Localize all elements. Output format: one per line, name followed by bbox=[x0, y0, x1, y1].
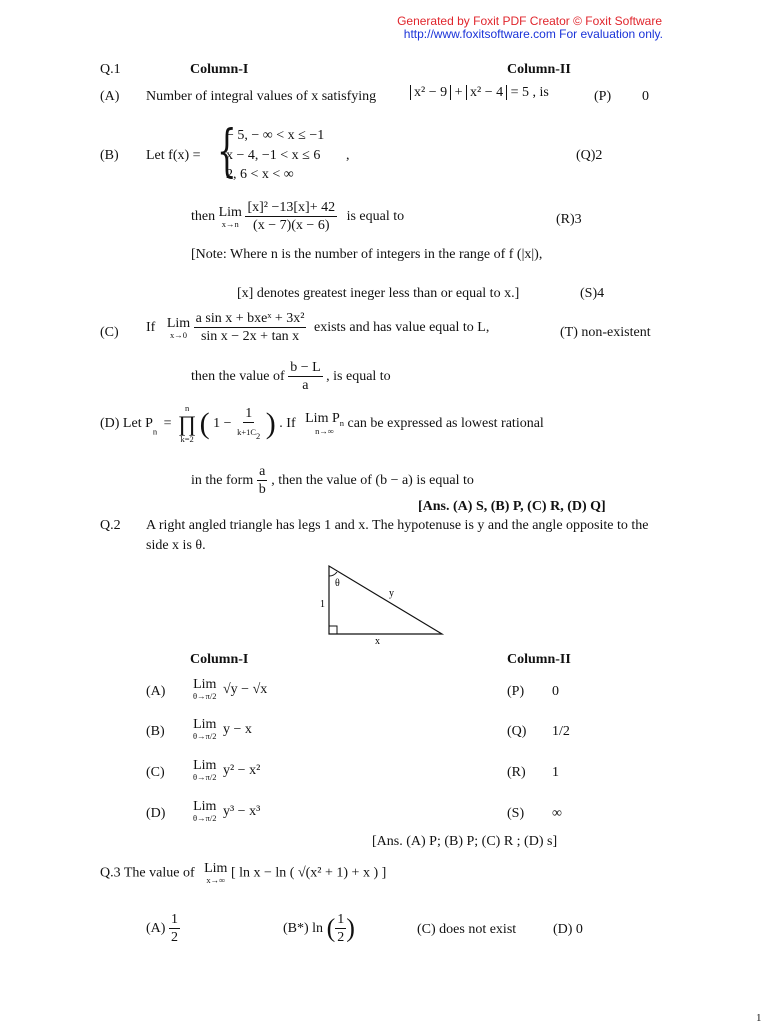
q2-column-1-header: Column-I bbox=[190, 652, 249, 667]
d-p-subscript: n bbox=[152, 426, 158, 437]
q1-c-then bbox=[191, 360, 391, 394]
then-word: then bbox=[191, 209, 216, 225]
option-p-value: 0 bbox=[642, 89, 649, 104]
limit-operator bbox=[193, 800, 216, 823]
d-then-value: , then the value of (b − a) is equal to bbox=[271, 473, 474, 489]
q2-row-value: ∞ bbox=[552, 806, 562, 821]
q3-option-c[interactable]: (C) does not exist bbox=[417, 922, 517, 937]
limit-expression: y² − x² bbox=[222, 762, 261, 778]
option-label: (B*) ln bbox=[283, 921, 324, 937]
q2-row-option: (P) bbox=[507, 684, 525, 699]
lim-word: Lim bbox=[193, 677, 217, 692]
fraction-denominator: 2 bbox=[170, 930, 178, 946]
limit-expression: y³ − x³ bbox=[222, 803, 261, 819]
option-t: (T) non-existent bbox=[560, 325, 651, 340]
is-equal-to: is equal to bbox=[346, 209, 405, 225]
fraction-numerator: 1 bbox=[243, 406, 254, 423]
q1-b-label: (B) bbox=[100, 148, 119, 163]
q2-number: Q.2 bbox=[100, 518, 121, 533]
if-word: If bbox=[146, 320, 156, 336]
q2-row-label: (B) bbox=[146, 724, 165, 739]
q3-option-b[interactable]: (B*) ln ( $\frac{1}{2}$ ) bbox=[283, 912, 355, 946]
lim-word: Lim bbox=[204, 861, 228, 876]
q2-row-option: (S) bbox=[507, 806, 525, 821]
option-p-label: (P) bbox=[594, 89, 612, 104]
q1-number: Q.1 bbox=[100, 62, 121, 77]
theta-arc bbox=[329, 572, 337, 576]
abs-term-1: x² − 9 bbox=[410, 85, 451, 100]
theta-label: θ bbox=[335, 578, 340, 589]
q2-row-value: 1/2 bbox=[552, 724, 570, 739]
lim-subscript: θ→π/2 bbox=[193, 772, 217, 782]
page-number: 1 bbox=[756, 1012, 762, 1024]
abs-term-2: x² − 4 bbox=[466, 85, 507, 100]
is-equal-to: , is equal to bbox=[326, 369, 391, 385]
limit-operator bbox=[193, 718, 216, 741]
q1-c-expression bbox=[146, 311, 489, 345]
lim-word: Lim bbox=[166, 315, 191, 331]
note-line-2: [x] denotes greatest ineger less than or equal to x.] bbox=[237, 286, 520, 301]
q2-text-line-1: A right angled triangle has legs 1 and x. The hypotenuse is y and the angle opposite to the bbox=[146, 518, 649, 533]
q3-option-a[interactable] bbox=[146, 912, 180, 946]
in-the-form: in the form bbox=[191, 473, 254, 489]
limit-operator bbox=[219, 206, 242, 229]
q2-row-expression bbox=[193, 678, 267, 701]
q2-row-expression bbox=[193, 800, 260, 823]
fraction-numerator: [x]² −13[x]+ 42 bbox=[245, 200, 337, 217]
right-triangle-diagram bbox=[318, 560, 453, 650]
one-half-fraction bbox=[169, 912, 180, 946]
q1-c-label: (C) bbox=[100, 325, 119, 340]
q2-row-value: 0 bbox=[552, 684, 559, 699]
fraction-denominator: b bbox=[258, 482, 266, 498]
q1-a-text: Number of integral values of x satisfying bbox=[146, 89, 377, 104]
a-over-b bbox=[257, 464, 268, 498]
limit-expression: y − x bbox=[222, 721, 252, 737]
product-operator bbox=[178, 404, 196, 443]
lim-subscript: θ→π/2 bbox=[193, 813, 217, 823]
lim-subscript: x→n bbox=[221, 218, 239, 229]
q1-a-label: (A) bbox=[100, 89, 120, 104]
q2-row-label: (C) bbox=[146, 765, 165, 780]
q2-row-option: (R) bbox=[507, 765, 526, 780]
q3-expression: [ ln x − ln ( √(x² + 1) + x ) ] bbox=[230, 865, 387, 881]
watermark-line1: Generated by Foxit PDF Creator © Foxit Software bbox=[397, 14, 662, 28]
q2-row-option: (Q) bbox=[507, 724, 527, 739]
product-symbol: ∏ bbox=[178, 410, 197, 436]
lim-word: Lim $P_n$ bbox=[305, 410, 344, 428]
option-label: (A) bbox=[146, 921, 166, 937]
lim-subscript: n→∞ bbox=[315, 425, 334, 436]
piecewise-case-1: − 5, − ∞ < x ≤ −1 bbox=[226, 128, 325, 143]
fraction-denominator: sin x − 2x + tan x bbox=[200, 329, 300, 345]
q1-d-form bbox=[191, 464, 474, 498]
d-equals: = bbox=[163, 415, 172, 431]
d-one-minus: 1 − bbox=[213, 415, 232, 431]
q1-column-2-header: Column-II bbox=[507, 62, 571, 77]
right-angle-marker bbox=[329, 626, 337, 634]
plus-sign: + bbox=[454, 85, 463, 100]
equals-five: = 5 , is bbox=[510, 85, 549, 100]
limit-operator bbox=[193, 759, 216, 782]
product-upper: n bbox=[184, 403, 190, 413]
q2-row-expression bbox=[193, 759, 260, 782]
fraction-denominator: a bbox=[302, 378, 309, 394]
limit-fraction bbox=[245, 200, 337, 234]
product-lower: k=2 bbox=[180, 433, 194, 444]
fraction-numerator: a bbox=[257, 464, 267, 481]
q2-row-label: (A) bbox=[146, 684, 166, 699]
q2-row-expression bbox=[193, 718, 252, 741]
fraction-numerator: 1 bbox=[169, 912, 180, 929]
q3-option-d[interactable]: (D) 0 bbox=[553, 922, 583, 937]
limit-operator bbox=[204, 862, 227, 885]
q1-column-1-header: Column-I bbox=[190, 62, 249, 77]
fraction-numerator: 1 bbox=[335, 912, 346, 929]
q2-column-2-header: Column-II bbox=[507, 652, 571, 667]
one-half-fraction bbox=[335, 912, 346, 946]
c-condition: exists and has value equal to L, bbox=[313, 320, 490, 336]
watermark-line2[interactable]: http://www.foxitsoftware.com For evaluation only. bbox=[403, 27, 663, 41]
piecewise-case-3: 2, 6 < x < ∞ bbox=[226, 167, 294, 182]
q2-answer: [Ans. (A) P; (B) P; (C) R ; (D) s] bbox=[372, 834, 558, 849]
q2-row-value: 1 bbox=[552, 765, 559, 780]
lim-word: Lim bbox=[193, 799, 217, 814]
lim-subscript: θ→π/2 bbox=[193, 731, 217, 741]
d-condition: can be expressed as lowest rational bbox=[347, 415, 544, 431]
q1-a-equation bbox=[410, 85, 549, 100]
q2-row-label: (D) bbox=[146, 806, 166, 821]
then-value-of: then the value of bbox=[191, 369, 285, 385]
b-minus-l-over-a bbox=[288, 360, 322, 394]
limit-operator bbox=[167, 317, 190, 340]
limit-operator bbox=[305, 412, 344, 436]
option-s: (S)4 bbox=[580, 286, 605, 301]
vertical-leg-label: 1 bbox=[320, 599, 325, 610]
fraction-numerator: a sin x + bxeˣ + 3x² bbox=[194, 311, 307, 328]
limit-fraction bbox=[194, 311, 307, 345]
lim-subscript: x→0 bbox=[170, 329, 187, 340]
fraction-denominator bbox=[235, 423, 262, 441]
d-let-p: (D) Let P bbox=[100, 415, 153, 431]
fraction-numerator: b − L bbox=[288, 360, 322, 377]
fraction-denominator: (x − 7)(x − 6) bbox=[253, 218, 330, 234]
lim-word: Lim bbox=[193, 758, 217, 773]
comb-base: k+1C bbox=[237, 427, 257, 438]
q3-text: Q.3 The value of bbox=[100, 865, 195, 881]
d-fraction bbox=[235, 406, 262, 442]
d-if: . If bbox=[279, 415, 296, 431]
fraction-denominator: 2 bbox=[337, 930, 345, 946]
q3-question bbox=[100, 862, 386, 885]
left-brace: { bbox=[217, 119, 237, 184]
triangle-shape bbox=[329, 566, 442, 634]
comb-subscript: 2 bbox=[256, 430, 261, 441]
hypotenuse-label: y bbox=[389, 588, 394, 599]
horizontal-leg-label: x bbox=[375, 636, 380, 647]
q2-text-line-2: side x is θ. bbox=[146, 538, 206, 553]
note-line-1: [Note: Where n is the number of integers in the range of f (|x|), bbox=[191, 247, 543, 262]
q1-b-let: Let f(x) = bbox=[146, 148, 201, 163]
lim-subscript: θ→π/2 bbox=[193, 691, 217, 701]
lim-subscript: x→∞ bbox=[206, 875, 226, 885]
q1-b-then bbox=[191, 200, 404, 234]
lim-word: Lim bbox=[218, 204, 242, 220]
piecewise-case-2: x − 4, −1 < x ≤ 6 bbox=[226, 148, 321, 163]
piecewise-comma: , bbox=[346, 148, 350, 163]
q1-answer: [Ans. (A) S, (B) P, (C) R, (D) Q] bbox=[418, 499, 606, 514]
option-r: (R)3 bbox=[556, 212, 582, 227]
lim-word: Lim bbox=[193, 717, 217, 732]
limit-operator bbox=[193, 678, 216, 701]
option-q: (Q)2 bbox=[576, 148, 603, 163]
limit-expression: √y − √x bbox=[222, 681, 268, 697]
q1-d-expression: (D) Let $P_n$ = n ∏ k=2 ( 1 − $\frac{1}{k+1C_2}$ ) . If Lim $P_n$ n→∞ can be expressed as lowest rational bbox=[100, 403, 544, 444]
